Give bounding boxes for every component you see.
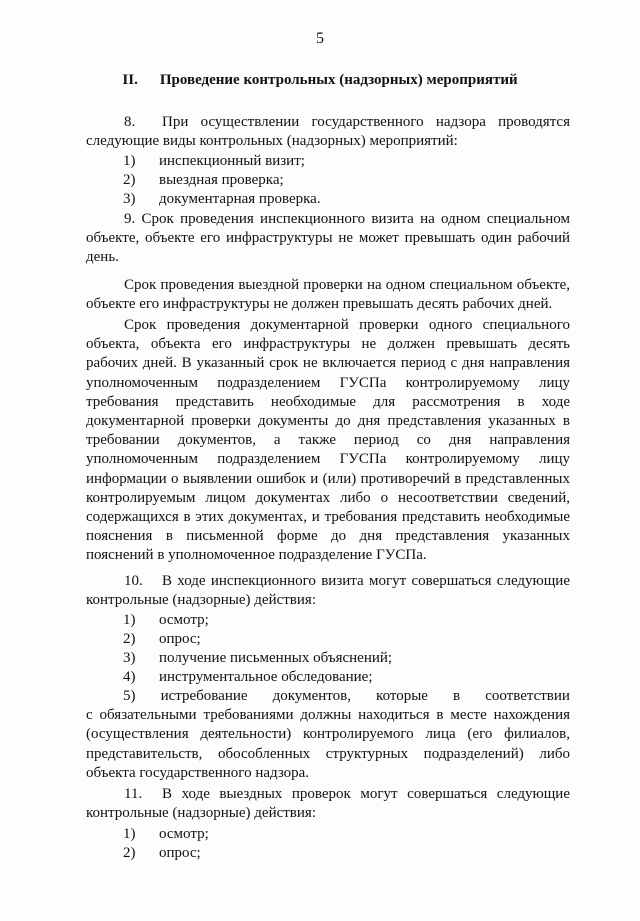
- paragraph-number: 11.: [124, 786, 143, 802]
- list-item-5-first-line: 5) истребование документов, которые в соответствии: [123, 688, 570, 704]
- list-item: 2) выездная проверка;: [123, 172, 284, 188]
- section-numeral: II.: [122, 72, 138, 88]
- paragraph-number: 10.: [124, 573, 143, 589]
- list-item: 2) опрос;: [123, 631, 201, 647]
- section-heading: [0, 72, 640, 89]
- list-item: 4) инструментальное обследование;: [123, 669, 373, 685]
- page-number: 5: [316, 30, 324, 47]
- paragraph-9-documentary: Срок проведения документарной проверки одного специального объекта, объекта его инфраструктуры не должен превышать десять рабочих дней. В указанный срок не включается период с дня направления уполномоченным подразделением ГУСПа контролируемому лицу требования представить необходимые для рассмотрения в ходе документарной проверки документы до дня представления указанных в требовании документов, а также период со дня направления уполномоченным подразделением ГУСПа контролируемому лицу информации о выявлении ошибок и (или) противоречий в представленных контролируемым лицом документах либо о несоответствии сведений, содержащихся в этих документах, и требования представить необходимые пояснения в письменной форме до дня представления указанных пояснений в уполномоченное подразделение ГУСПа.: [86, 317, 570, 564]
- paragraph-9-outbound: Срок проведения выездной проверки на одном специальном объекте, объекте его инфраструктуры не должен превышать десять рабочих дней.: [86, 277, 570, 313]
- paragraph-8: [86, 113, 570, 151]
- paragraph-text: В ходе выездных проверок могут совершаться следующие контрольные (надзорные) действия:: [86, 786, 570, 822]
- list-item: 1) осмотр;: [123, 826, 209, 842]
- list-item: 3) документарная проверка.: [123, 191, 321, 207]
- list-item: 1) инспекционный визит;: [123, 153, 305, 169]
- paragraph-9: 9. Срок проведения инспекционного визита на одном специальном объекте, объекте его инфраструктуры не может превышать один рабочий день.: [86, 211, 570, 266]
- list-item: 1) осмотр;: [123, 612, 209, 628]
- list-item-5: [86, 687, 570, 783]
- section-title: Проведение контрольных (надзорных) мероприятий: [159, 72, 518, 88]
- paragraph-11: [86, 785, 570, 823]
- paragraph-text: При осуществлении государственного надзора проводятся следующие виды контрольных (надзорных) мероприятий:: [86, 114, 570, 150]
- paragraph-number: 8.: [124, 114, 136, 130]
- paragraph-text: В ходе инспекционного визита могут совершаться следующие контрольные (надзорные) действия:: [86, 573, 570, 609]
- list-item: 2) опрос;: [123, 845, 201, 861]
- list-item-5-continuation: с обязательными требованиями должны находиться в месте нахождения (осуществления деятельности) контролируемого лица (его филиалов, представительств, обособленных структурных подразделений) либо объекта государственного надзора.: [86, 707, 570, 781]
- list-item: 3) получение письменных объяснений;: [123, 650, 393, 666]
- paragraph-10: [86, 572, 570, 610]
